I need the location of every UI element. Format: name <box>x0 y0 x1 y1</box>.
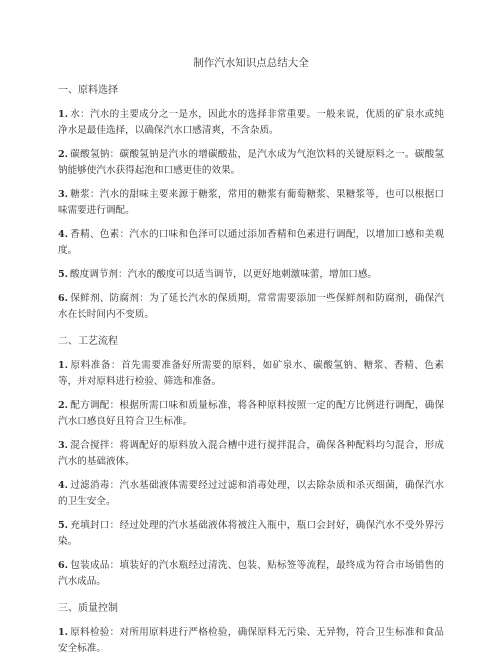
item-text: 香精、色素：汽水的口味和色泽可以通过添加香精和色素进行调配，以增加口感和美观度。 <box>58 229 444 256</box>
item-number: 1. <box>58 109 69 120</box>
item-text: 原料准备：首先需要准备好所需要的原料，如矿泉水、碳酸氢钠、糖浆、香精、色素等，并对原料进行检验、筛选和准备。 <box>58 360 444 387</box>
section-heading-quality: 三、质量控制 <box>58 603 118 614</box>
list-item <box>58 187 444 219</box>
list-item <box>58 147 444 179</box>
section-heading-materials: 一、原料选择 <box>58 85 118 96</box>
list-item <box>58 518 444 550</box>
item-number: 5. <box>58 520 69 531</box>
item-text: 保鲜剂、防腐剂：为了延长汽水的保质期，常常需要添加一些保鲜剂和防腐剂，确保汽水在长时间内不变质。 <box>58 293 444 320</box>
item-text: 混合搅拌：将调配好的原料放入混合槽中进行搅拌混合，确保各种配料均匀混合，形成汽水的基础液体。 <box>58 440 444 467</box>
item-number: 4. <box>58 480 69 491</box>
item-number: 1. <box>58 360 69 371</box>
item-text: 水：汽水的主要成分之一是水，因此水的选择非常重要。一般来说，优质的矿泉水或纯净水是最佳选择，以确保汽水口感清爽，不含杂质。 <box>58 109 444 136</box>
item-number: 2. <box>58 149 69 160</box>
document-title: 制作汽水知识点总结大全 <box>193 57 309 69</box>
item-text: 碳酸氢钠：碳酸氢钠是汽水的增碳酸盐，是汽水成为气泡饮料的关键原料之一。碳酸氢钠能够使汽水获得起泡和口感更佳的效果。 <box>58 149 444 176</box>
item-text: 过滤消毒：汽水基础液体需要经过过滤和消毒处理，以去除杂质和杀灭细菌，确保汽水的卫生安全。 <box>58 480 444 507</box>
list-item <box>58 558 444 590</box>
section-heading-process: 二、工艺流程 <box>58 336 118 347</box>
item-text: 配方调配：根据所需口味和质量标准，将各种原料按照一定的配方比例进行调配，确保汽水口感良好且符合卫生标准。 <box>58 400 444 427</box>
list-item <box>58 398 444 430</box>
list-item <box>58 107 444 139</box>
list-item <box>58 267 444 283</box>
item-number: 3. <box>58 440 69 451</box>
list-item <box>58 358 444 390</box>
item-number: 6. <box>58 293 69 304</box>
item-number: 6. <box>58 560 69 571</box>
item-number: 2. <box>58 400 69 411</box>
list-item <box>58 478 444 510</box>
list-item <box>58 625 444 657</box>
item-text: 酸度调节剂：汽水的酸度可以适当调节，以更好地刺激味蕾，增加口感。 <box>70 269 378 280</box>
item-number: 3. <box>58 189 69 200</box>
item-text: 原料检验：对所用原料进行严格检验，确保原料无污染、无异物，符合卫生标准和食品安全标准。 <box>58 627 444 654</box>
item-number: 5. <box>58 269 69 280</box>
list-item <box>58 291 444 323</box>
item-text: 糖浆：汽水的甜味主要来源于糖浆，常用的糖浆有葡萄糖浆、果糖浆等，也可以根据口味需要进行调配。 <box>58 189 444 216</box>
list-item <box>58 227 444 259</box>
item-text: 包装成品：填装好的汽水瓶经过清洗、包装、贴标签等流程，最终成为符合市场销售的汽水成品。 <box>58 560 444 587</box>
item-number: 4. <box>58 229 69 240</box>
item-number: 1. <box>58 627 69 638</box>
item-text: 充填封口：经过处理的汽水基础液体将被注入瓶中，瓶口会封好，确保汽水不受外界污染。 <box>58 520 444 547</box>
list-item <box>58 438 444 470</box>
